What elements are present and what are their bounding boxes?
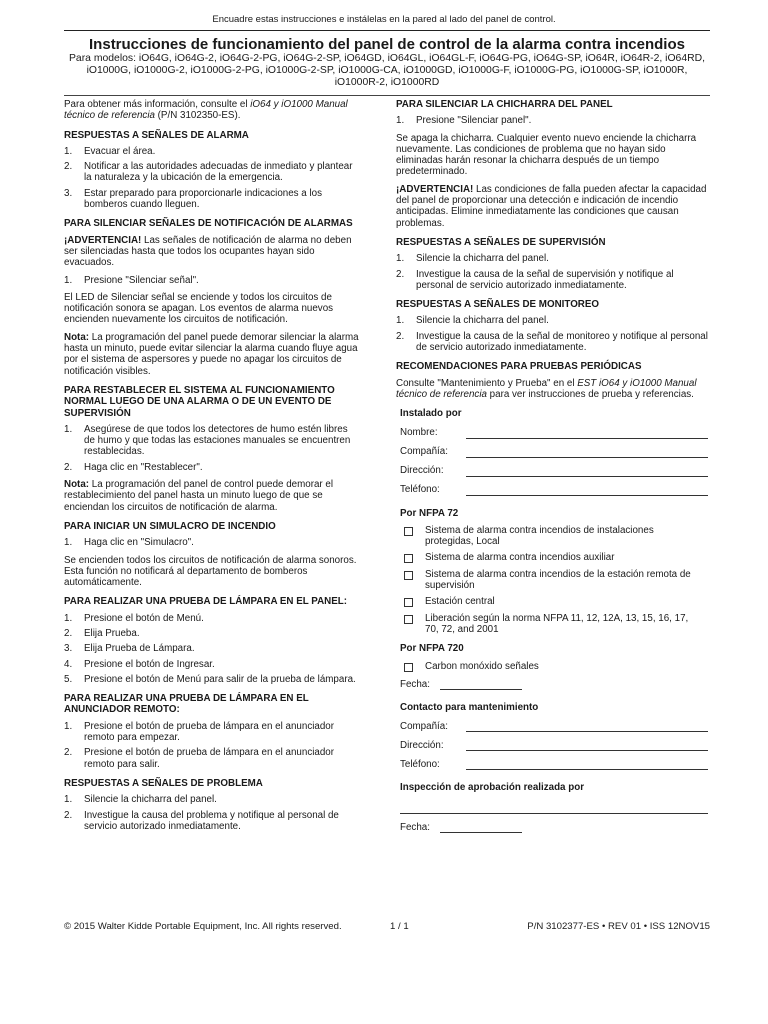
part-number-text: (P/N 3102350-ES). xyxy=(154,110,241,122)
nfpa72-option[interactable]: Sistema de alarma contra incendios de la estación remota de supervisión xyxy=(400,569,712,592)
field-label: Compañía: xyxy=(400,446,448,458)
reset-heading: PARA RESTABLECER EL SISTEMA AL FUNCIONAMIENTO NORMAL LUEGO DE UNA ALARMA O DE UN EVENTO DE SUPERVISIÓN xyxy=(64,384,335,419)
buzzer-paragraph: Se apaga la chicharra. Cualquier evento nuevo enciende la chicharra nuevamente. Las condiciones de problema que no hayan sido eliminadas harán resonar la chicharra después de un tiempo predeterminado. xyxy=(396,132,697,178)
list-item: 2. Investigue la causa de la señal de supervisión y notifique al personal de servicio autorizado inmediatamente. xyxy=(396,268,674,291)
list-item: 2. Investigue la causa de la señal de monitoreo y notifique al personal de servicio autorizado inmediatamente. xyxy=(396,330,708,354)
blank-line[interactable] xyxy=(440,679,522,690)
nfpa720-date-field[interactable] xyxy=(400,677,712,690)
field-label: Dirección: xyxy=(400,739,444,751)
right-column xyxy=(396,99,712,839)
field-label: Teléfono: xyxy=(400,758,440,770)
silence-paragraph: El LED de Silenciar señal se enciende y todos los circuitos de notificación sonora se apagan. Los eventos de alarma nuevos encienden nuevamente los circuitos de notificación. xyxy=(64,291,334,326)
nfpa72-option[interactable]: Sistema de alarma contra incendios de instalaciones protegidas, Local xyxy=(400,525,712,548)
nfpa720-option[interactable]: Carbon monóxido señales xyxy=(400,661,712,672)
approval-date-field[interactable] xyxy=(400,820,712,833)
records-form xyxy=(396,408,712,833)
drill-paragraph: Se encienden todos los circuitos de notificación de alarma sonoros. Esta función no notificará al departamento de bomberos automáticamente. xyxy=(64,554,357,589)
field-label: Nombre: xyxy=(400,427,438,439)
blank-line[interactable] xyxy=(466,740,708,751)
silence-note: Nota: La programación del panel puede demorar silenciar la alarma hasta un minuto, puede evitar silenciar la alarma cuando fluye agua por el sistema de aspersores y puede no apagar los circuitos de notificación visibles. xyxy=(64,331,359,377)
header-rule xyxy=(64,95,710,96)
checkbox-icon[interactable] xyxy=(404,615,413,624)
part-number: P/N 3102377-ES • REV 01 • ISS 12NOV15 xyxy=(527,921,710,932)
list-item: 2. Presione el botón de prueba de lámpara en el anunciador remoto para salir. xyxy=(64,747,334,770)
silence-warning: ¡ADVERTENCIA! Las señales de notificación de alarma no deben ser silenciadas hasta que todos los ocupantes hayan sido evacuados. xyxy=(64,234,352,269)
periodic-paragraph: Consulte "Mantenimiento y Prueba" en el EST iO64 y iO1000 Manual técnico de referencia para ver instrucciones de prueba y referencias. xyxy=(396,377,697,400)
lamp-remote-heading: PARA REALIZAR UNA PRUEBA DE LÁMPARA EN EL ANUNCIADOR REMOTO: xyxy=(64,693,309,716)
field-label: Compañía: xyxy=(400,720,448,732)
nfpa72-option[interactable]: Liberación según la norma NFPA 11, 12, 12A, 13, 15, 16, 17, 70, 72, and 2001 xyxy=(400,613,712,636)
field-label: Fecha: xyxy=(400,678,430,690)
installer-name-field[interactable] xyxy=(400,426,712,439)
lamp-remote-list xyxy=(64,721,360,770)
nfpa720-heading: Por NFPA 720 xyxy=(400,643,464,655)
list-item: 1. Haga clic en "Simulacro". xyxy=(64,537,194,549)
alarm-list xyxy=(64,146,360,210)
drill-heading: PARA INICIAR UN SIMULACRO DE INCENDIO xyxy=(64,520,276,532)
trouble-heading: RESPUESTAS A SEÑALES DE PROBLEMA xyxy=(64,777,263,789)
list-item: 1. Evacuar el área. xyxy=(64,145,156,157)
trouble-list xyxy=(64,794,360,832)
checkbox-icon[interactable] xyxy=(404,554,413,563)
lamp-panel-list xyxy=(64,613,360,685)
copyright: © 2015 Walter Kidde Portable Equipment, Inc. All rights reserved. xyxy=(64,921,342,932)
intro-paragraph xyxy=(64,99,360,122)
list-item: 1. Presione "Silenciar señal". xyxy=(64,274,199,286)
top-note: Encuadre estas instrucciones e instálelas en la pared al lado del panel de control. xyxy=(212,14,556,25)
list-item: 1. Silencie la chicharra del panel. xyxy=(64,794,217,806)
maintenance-address-field[interactable] xyxy=(400,738,712,751)
blank-line[interactable] xyxy=(466,759,708,770)
blank-line[interactable] xyxy=(466,485,708,496)
reset-list xyxy=(64,424,360,473)
reset-note: Nota: La programación del panel de control puede demorar el restablecimiento del panel hasta un minuto luego de que se enciendan los circuitos de notificación de alarma. xyxy=(64,479,334,513)
maintenance-heading: Contacto para mantenimiento xyxy=(400,701,539,713)
field-label: Teléfono: xyxy=(400,484,440,496)
list-item: 1. Silencie la chicharra del panel. xyxy=(396,253,549,265)
checkbox-icon[interactable] xyxy=(404,571,413,580)
nfpa72-heading: Por NFPA 72 xyxy=(400,507,459,519)
list-item: 3. Estar preparado para proporcionarle indicaciones a los bomberos cuando lleguen. xyxy=(64,187,322,211)
approval-heading: Inspección de aprobación realizada por xyxy=(400,782,585,794)
field-label: Fecha: xyxy=(400,822,430,834)
periodic-heading: RECOMENDACIONES PARA PRUEBAS PERIÓDICAS xyxy=(396,361,642,373)
field-label: Dirección: xyxy=(400,465,444,477)
maintenance-phone-field[interactable] xyxy=(400,757,712,770)
list-item: 1. Asegúrese de que todos los detectores de humo estén libres de humo y que todas las estaciones manuales se encuentren restablecidas. xyxy=(64,423,351,458)
nfpa72-option[interactable]: Estación central xyxy=(400,596,712,607)
drill-list xyxy=(64,537,360,548)
list-item: 2. Elija Prueba. xyxy=(64,627,140,639)
monitor-heading: RESPUESTAS A SEÑALES DE MONITOREO xyxy=(396,299,600,311)
silence-heading: PARA SILENCIAR SEÑALES DE NOTIFICACIÓN DE ALARMAS xyxy=(64,218,353,230)
list-item: 1. Silencie la chicharra del panel. xyxy=(396,315,549,327)
blank-line[interactable] xyxy=(466,466,708,477)
buzzer-list xyxy=(396,115,712,126)
manual-reference: iO64 y iO1000 Manual técnico de referencia xyxy=(64,99,348,122)
document-title: Instrucciones de funcionamiento del panel de control de la alarma contra incendios xyxy=(89,36,685,53)
nfpa72-option[interactable]: Sistema de alarma contra incendios auxiliar xyxy=(400,552,712,563)
list-item: 2. Haga clic en "Restablecer". xyxy=(64,461,203,473)
list-item: 2. Notificar a las autoridades adecuadas de inmediato y plantear la naturaleza y la ubicación de la emergencia. xyxy=(64,161,353,184)
blank-line[interactable] xyxy=(440,822,522,833)
installer-company-field[interactable] xyxy=(400,445,712,458)
installer-phone-field[interactable] xyxy=(400,483,712,496)
list-item: 2. Investigue la causa del problema y notifique al personal de servicio autorizado inmediatamente. xyxy=(64,809,339,832)
supervision-list xyxy=(396,253,712,291)
left-column xyxy=(64,99,360,838)
intro-text: Para obtener más información, consulte el xyxy=(64,99,251,110)
buzzer-warning: ¡ADVERTENCIA! Las condiciones de falla pueden afectar la capacidad del panel de proporcionar una detección e indicación de incendio anticipadas. Elimine inmediatamente las condiciones que causan problemas. xyxy=(396,183,707,229)
maintenance-company-field[interactable] xyxy=(400,719,712,732)
lamp-panel-heading: PARA REALIZAR UNA PRUEBA DE LÁMPARA EN EL PANEL: xyxy=(64,596,348,608)
supervision-heading: RESPUESTAS A SEÑALES DE SUPERVISIÓN xyxy=(396,236,606,248)
list-item: 1. Presione "Silenciar panel". xyxy=(396,115,532,127)
approval-signature-line[interactable] xyxy=(400,799,708,814)
list-item: 3. Elija Prueba de Lámpara. xyxy=(64,643,195,655)
list-item: 1. Presione el botón de Menú. xyxy=(64,612,204,624)
alarm-heading: RESPUESTAS A SEÑALES DE ALARMA xyxy=(64,129,249,141)
silence-list xyxy=(64,275,360,286)
buzzer-heading: PARA SILENCIAR LA CHICHARRA DEL PANEL xyxy=(396,99,613,110)
list-item: 5. Presione el botón de Menú para salir de la prueba de lámpara. xyxy=(64,673,356,685)
list-item: 4. Presione el botón de Ingresar. xyxy=(64,658,215,670)
models-list: Para modelos: iO64G, iO64G-2, iO64G-2-PG, iO64G-2-SP, iO64GD, iO64GL, iO64GL-F, iO64G-PG, iO64G-SP, iO64R, iO64R-2, iO64RD, iO1000G, iO1000G-2, iO1000G-2-PG, iO1000G-2-SP, iO1000G-CA, iO1000GD, iO1000G-F, iO1000G-PG, iO1000G-SP, iO1000R, iO1000R-2, iO1000RD xyxy=(69,53,705,88)
installed-heading: Instalado por xyxy=(400,408,462,420)
list-item: 1. Presione el botón de prueba de lámpara en el anunciador remoto para empezar. xyxy=(64,720,334,744)
page-number: 1 / 1 xyxy=(390,921,409,932)
blank-line[interactable] xyxy=(466,447,708,458)
checkbox-icon[interactable] xyxy=(404,527,413,536)
checkbox-icon[interactable] xyxy=(404,598,413,607)
installer-address-field[interactable] xyxy=(400,464,712,477)
blank-line[interactable] xyxy=(466,721,708,732)
blank-line[interactable] xyxy=(466,428,708,439)
checkbox-icon[interactable] xyxy=(404,663,413,672)
monitor-list xyxy=(396,315,712,353)
top-rule xyxy=(64,30,710,31)
